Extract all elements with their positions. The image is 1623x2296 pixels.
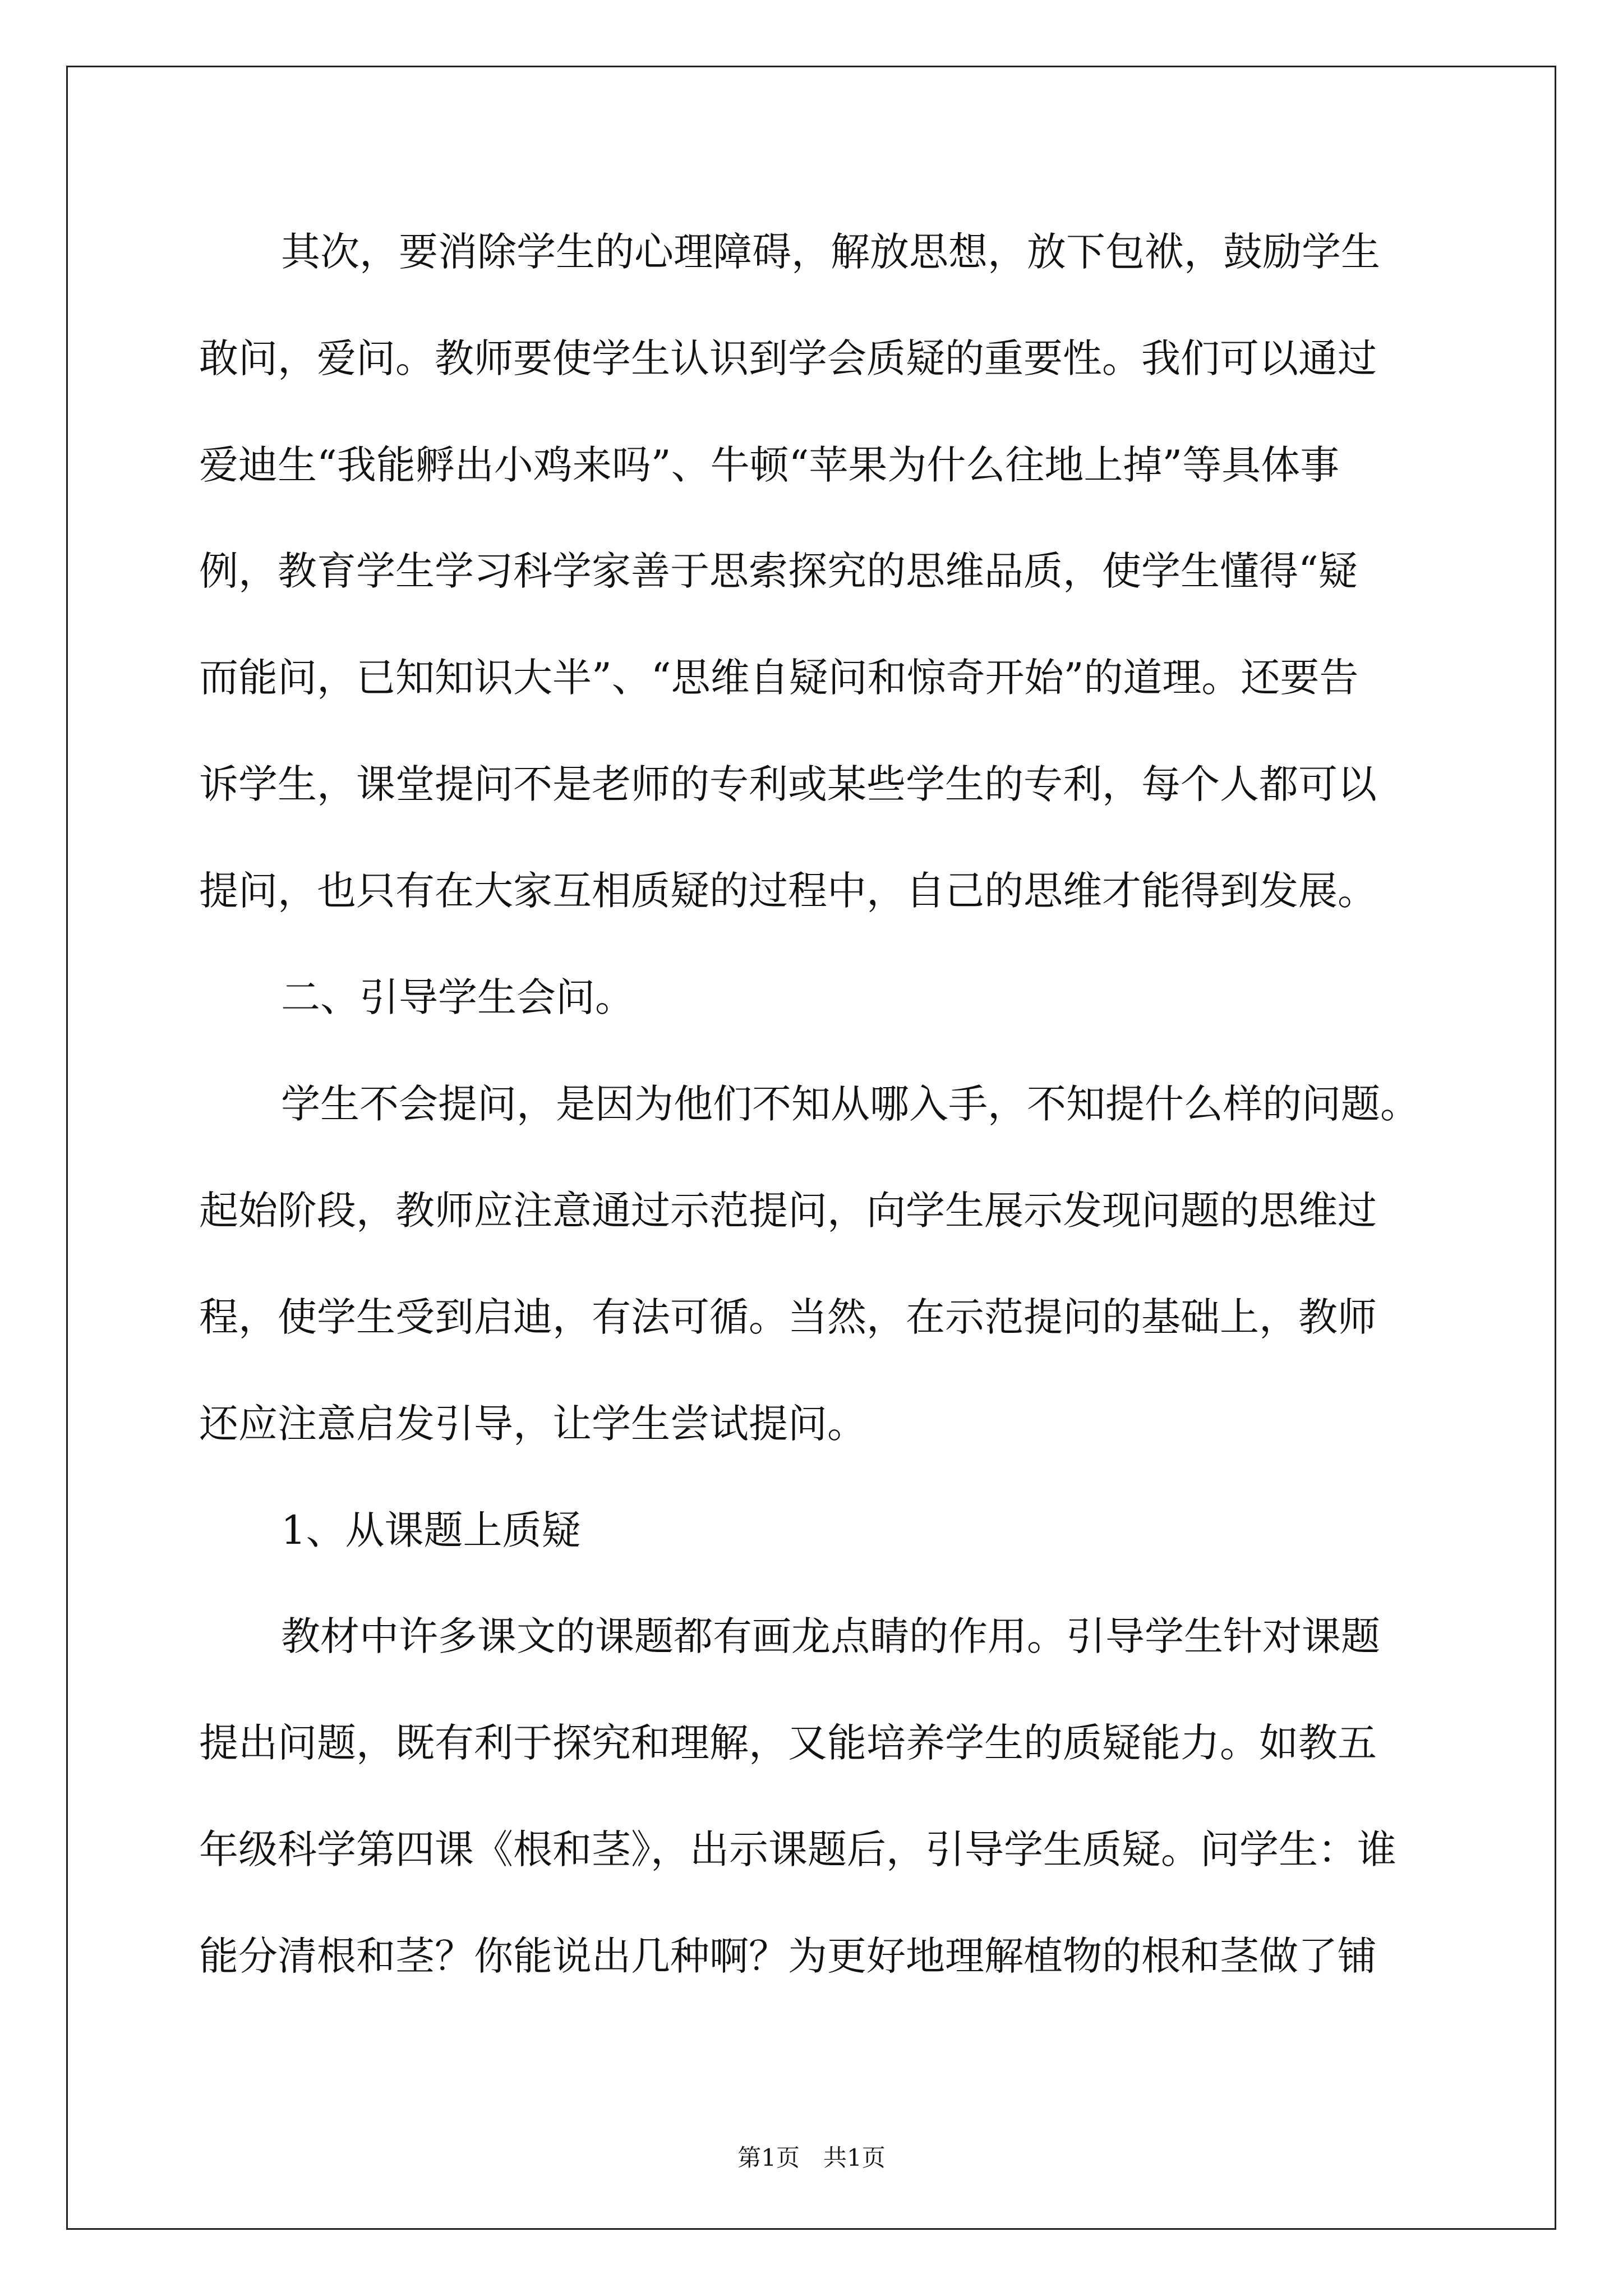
paragraph-line: 能分清根和茎？你能说出几种啊？为更好地理解植物的根和茎做了铺: [199, 1933, 1377, 1979]
paragraph-line: 教材中许多课文的课题都有画龙点睛的作用。引导学生针对课题: [281, 1613, 1380, 1659]
page-footer: [0, 2141, 1623, 2175]
page-number: 第1页: [737, 2144, 800, 2171]
subsection-heading: 1、从课题上质疑: [281, 1507, 581, 1553]
paragraph-line: 而能问，已知知识大半”、“思维自疑问和惊奇开始”的道理。还要告: [199, 655, 1359, 701]
paragraph-line: 例，教育学生学习科学家善于思索探究的思维品质，使学生懂得“疑: [199, 548, 1358, 594]
paragraph-line: 年级科学第四课《根和茎》，出示课题后，引导学生质疑。问学生：谁: [199, 1826, 1396, 1872]
page-count: 共1页: [823, 2144, 886, 2171]
paragraph-line: 还应注意启发引导，让学生尝试提问。: [199, 1401, 866, 1447]
paragraph-line: 程，使学生受到启迪，有法可循。当然，在示范提问的基础上，教师: [199, 1294, 1377, 1340]
paragraph-line: 诉学生，课堂提问不是老师的专利或某些学生的专利，每个人都可以: [199, 761, 1377, 807]
paragraph-line: 敢问，爱问。教师要使学生认识到学会质疑的重要性。我们可以通过: [199, 335, 1377, 381]
page-border: [66, 66, 1556, 2230]
paragraph-line: 提问，也只有在大家互相质疑的过程中，自己的思维才能得到发展。: [199, 868, 1377, 914]
paragraph-line: 学生不会提问，是因为他们不知从哪入手，不知提什么样的问题。: [281, 1081, 1419, 1127]
section-heading: 二、引导学生会问。: [281, 974, 634, 1020]
paragraph-line: 提出问题，既有利于探究和理解，又能培养学生的质疑能力。如教五: [199, 1720, 1377, 1766]
paragraph-line: 其次，要消除学生的心理障碍，解放思想，放下包袱，鼓励学生: [281, 229, 1380, 275]
paragraph-line: 爱迪生“我能孵出小鸡来吗”、牛顿“苹果为什么往地上掉”等具体事: [199, 442, 1340, 488]
paragraph-line: 起始阶段，教师应注意通过示范提问，向学生展示发现问题的思维过: [199, 1188, 1377, 1234]
